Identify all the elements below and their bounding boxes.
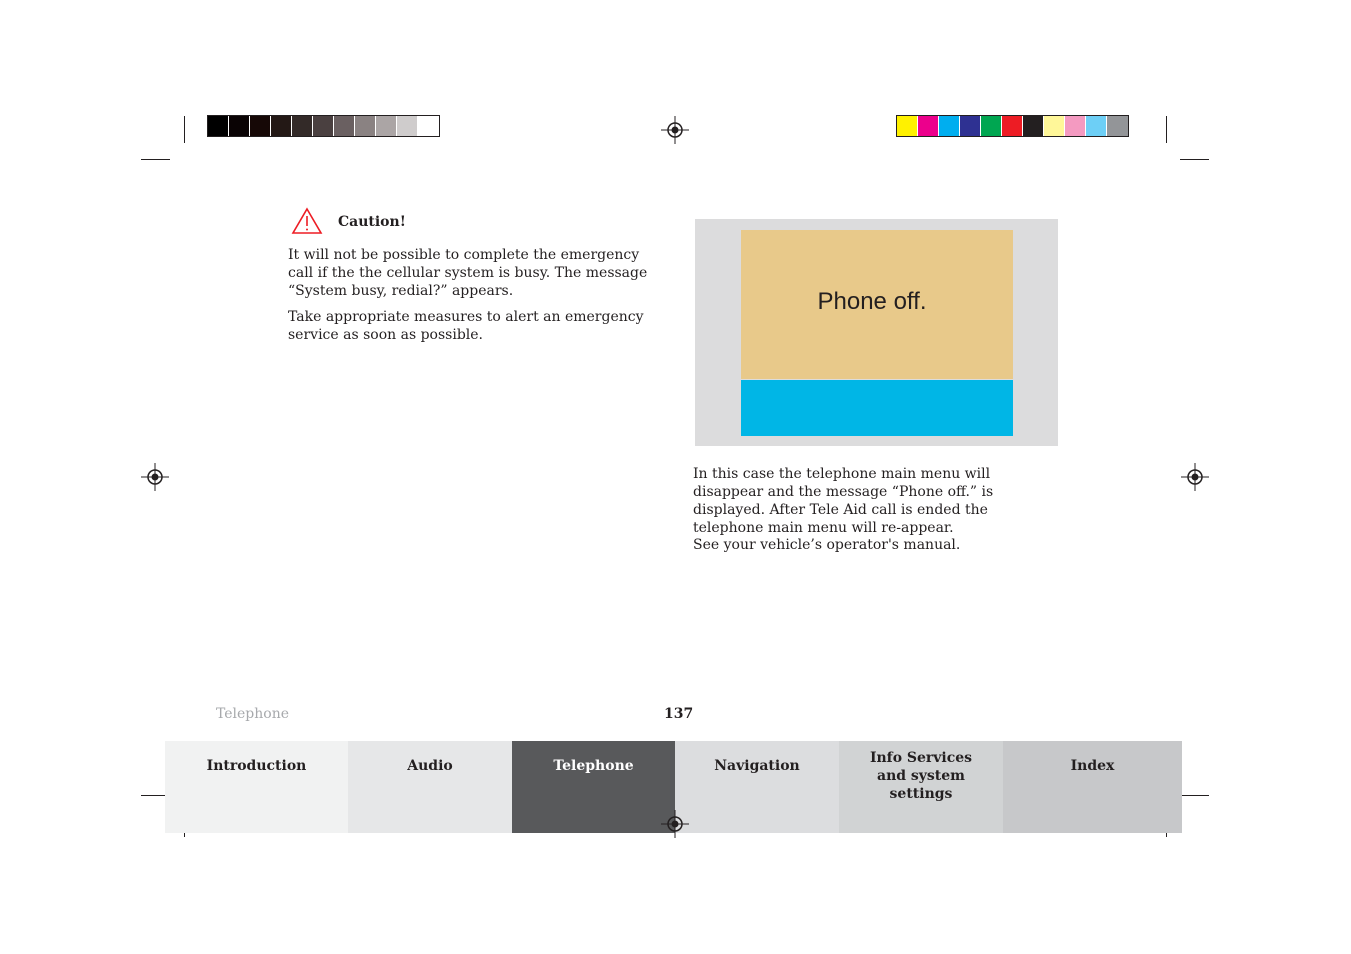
color-swatch <box>1065 116 1086 136</box>
registration-mark-icon <box>141 463 169 491</box>
color-swatch <box>981 116 1002 136</box>
registration-mark-icon <box>661 810 689 838</box>
color-swatch <box>292 116 313 136</box>
color-swatch <box>334 116 355 136</box>
display-message: Phone off. <box>817 288 927 315</box>
display-bottom-bar <box>741 380 1013 436</box>
color-swatch <box>960 116 981 136</box>
tab-info-services[interactable]: Info Services and system settings <box>839 741 1003 833</box>
color-swatch <box>1107 116 1128 136</box>
color-swatch <box>897 116 918 136</box>
color-swatch <box>355 116 376 136</box>
crop-mark <box>184 116 185 143</box>
tab-introduction[interactable]: Introduction <box>165 741 348 833</box>
color-swatch <box>939 116 960 136</box>
color-swatch <box>1044 116 1065 136</box>
color-swatch <box>418 116 439 136</box>
tab-telephone[interactable]: Telephone <box>512 741 675 833</box>
color-swatch <box>397 116 418 136</box>
caution-paragraph: It will not be possible to complete the emergency call if the the cellular system is busy. The message “System busy, redial?” appears. <box>288 247 648 299</box>
crop-mark <box>141 159 170 160</box>
color-swatch <box>1086 116 1107 136</box>
body-note: See your vehicle’s operator's manual. <box>693 537 961 553</box>
color-swatch <box>208 116 229 136</box>
registration-mark-icon <box>1181 463 1209 491</box>
registration-mark-icon <box>661 116 689 144</box>
crop-mark <box>1166 116 1167 143</box>
section-label: Telephone <box>216 706 290 722</box>
tab-navigation[interactable]: Navigation <box>675 741 839 833</box>
warning-triangle-icon <box>291 207 323 235</box>
crop-mark <box>1180 795 1209 796</box>
caution-heading: Caution! <box>338 214 406 230</box>
color-swatch <box>918 116 939 136</box>
color-swatch <box>1002 116 1023 136</box>
color-swatch <box>229 116 250 136</box>
crop-mark <box>1180 159 1209 160</box>
color-calibration-bar <box>896 115 1129 137</box>
tab-index[interactable]: Index <box>1003 741 1182 833</box>
color-swatch <box>1023 116 1044 136</box>
tab-audio[interactable]: Audio <box>348 741 512 833</box>
color-swatch <box>376 116 397 136</box>
color-swatch <box>313 116 334 136</box>
color-swatch <box>271 116 292 136</box>
caution-paragraph: Take appropriate measures to alert an emergency service as soon as possible. <box>288 309 644 343</box>
page-number: 137 <box>664 706 694 722</box>
grayscale-calibration-bar <box>207 115 440 137</box>
body-paragraph: In this case the telephone main menu will disappear and the message “Phone off.” is displayed. After Tele Aid call is ended the telephone main menu will re-appear. <box>693 466 994 536</box>
color-swatch <box>250 116 271 136</box>
